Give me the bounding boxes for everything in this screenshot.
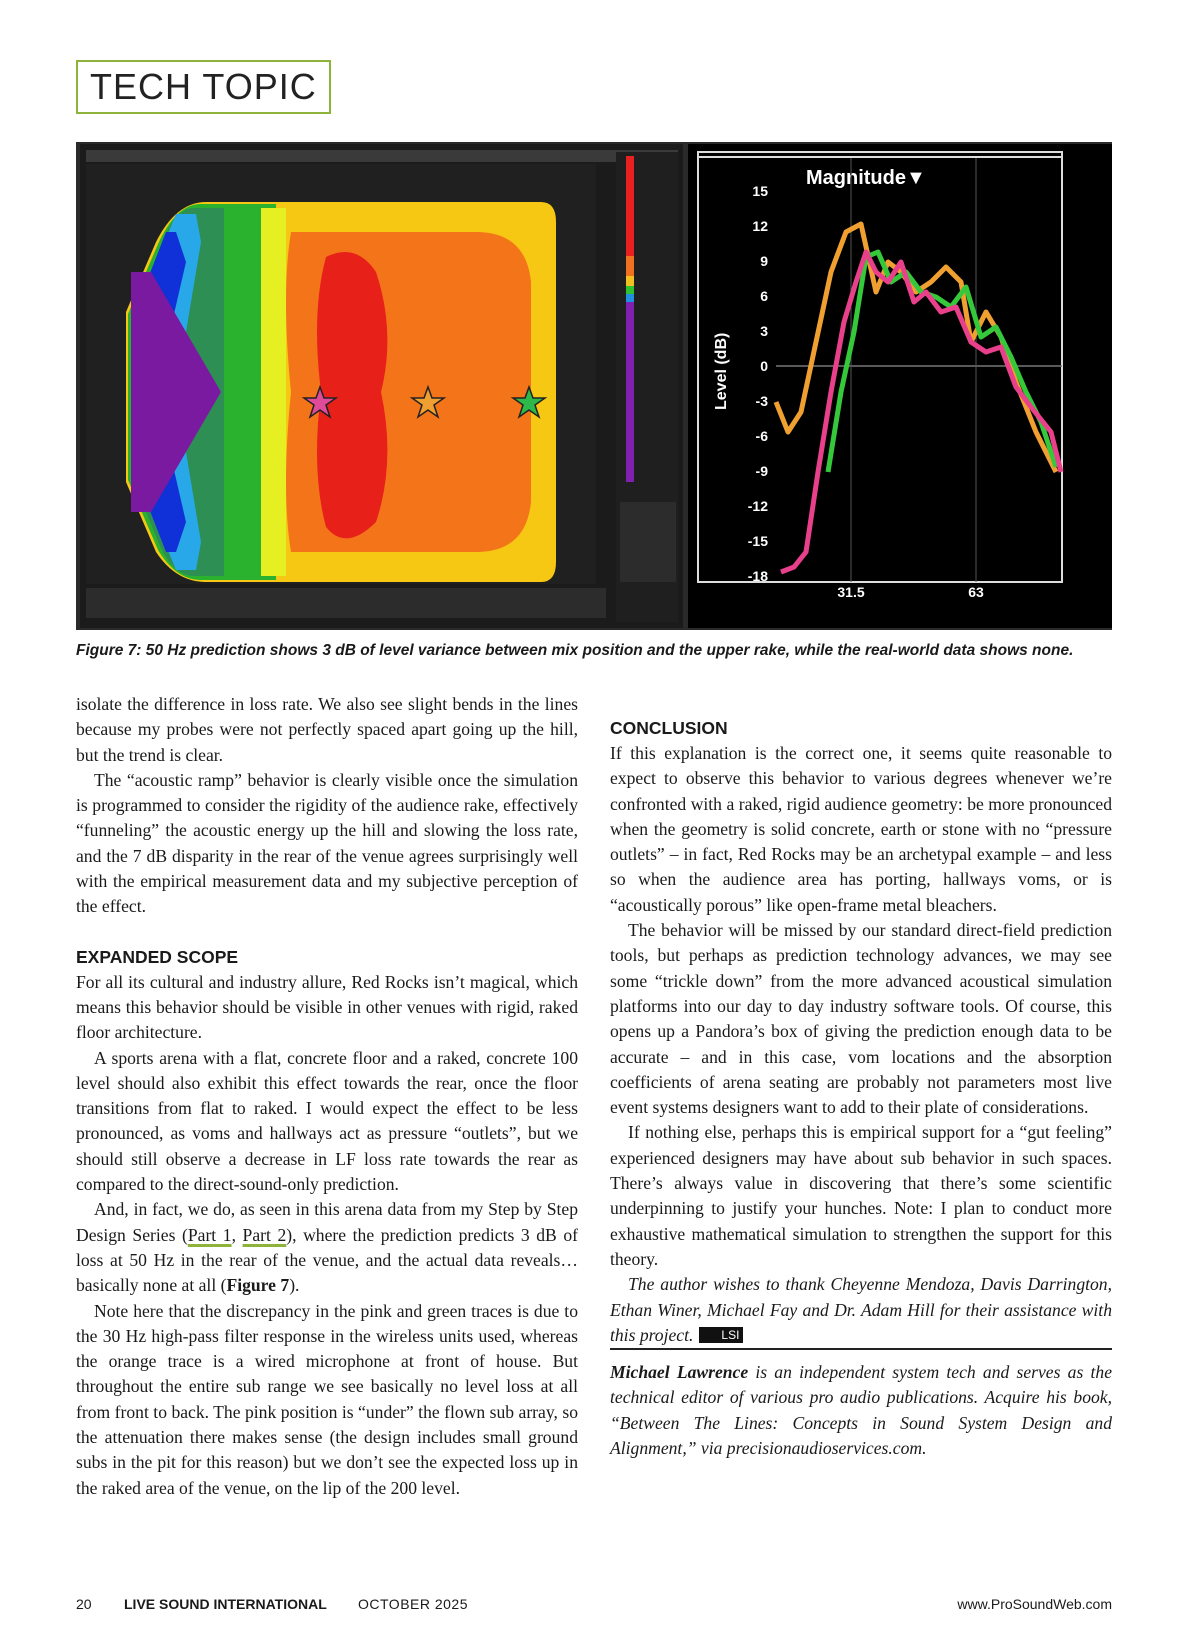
right-column — [610, 716, 1112, 1461]
paragraph: The behavior will be missed by our standard direct-field prediction tools, but perhaps as prediction technology advances, we may see some “trickle down” from the more advanced acoustical simulation platforms into our day to day industry software tools. Of course, this opens up a Pandora’s box of giving the prediction enough data to be accurate – and in this case, vom locations and the absorption coefficients of arena seating are probably not parameters most live event systems designers want to add to their plate of considerations. — [610, 920, 1112, 1118]
paragraph: Note here that the discrepancy in the pink and green traces is due to the 30 Hz high-pass filter response in the wireless units used, whereas the orange trace is a wired microphone at front of house. But throughout the entire sub range we see basically no level loss at all from front to back. The pink position is “under” the flown sub array, so the attenuation there makes sense (the design includes small ground subs in the pit for this reason) but we don’t see the expected loss up in the raked area of the venue, on the lip of the 200 level. — [76, 1300, 578, 1498]
lsi-end-badge: LSI — [699, 1327, 743, 1343]
author-bio: Michael Lawrence is an independent system tech and serves as the technical editor of various pro audio publications. Acquire his book, “Between The Lines: Concepts in Sound System Design and Alignment,” via precisionaudioservices.com. — [610, 1348, 1112, 1461]
figure-7 — [76, 142, 1112, 630]
paragraph: If this explanation is the correct one, it seems quite reasonable to expect to observe this behavior to various degrees whenever we’re confronted with a raked, rigid audience geometry: be more pronounced when the geometry is solid concrete, earth or stone with no “pressure outlets” – in fact, Red Rocks may be an archetypal example – and less so when the audience area has porting, hallways voms, or is “acoustically porous” like open-frame metal bleachers. — [610, 743, 1112, 915]
y-tick-label: 0 — [760, 358, 768, 374]
spl-map — [126, 202, 556, 582]
y-tick-label: 9 — [760, 253, 768, 269]
y-tick-label: 12 — [752, 218, 768, 234]
section-heading: EXPANDED SCOPE — [76, 946, 239, 967]
section-heading: CONCLUSION — [610, 718, 728, 738]
magnitude-label: Magnitude▼ — [806, 167, 926, 189]
acknowledgements: The author wishes to thank Cheyenne Mendoza, Davis Darrington, Ethan Winer, Michael Fay and Dr. Adam Hill for their assistance with this project. LSI — [610, 1274, 1112, 1345]
x-tick-label: 63 — [968, 584, 984, 600]
y-axis-label: Level (dB) — [713, 332, 730, 410]
paragraph: The “acoustic ramp” behavior is clearly visible once the simulation is programmed to consider the rigidity of the audience rake, effectively “funneling” the acoustic energy up the hill and slowing the loss rate, and the 7 dB disparity in the rear of the venue agrees surprisingly well with the empirical measurement data and my subjective perception of the effect. — [76, 769, 578, 917]
paragraph: isolate the difference in loss rate. We also see slight bends in the lines because my probes were not perfectly spaced apart going up the hill, but the trend is clear. — [76, 694, 578, 765]
y-tick-label: -12 — [747, 498, 768, 514]
y-tick-label: -9 — [755, 463, 768, 479]
figure-reference: Figure 7 — [226, 1275, 290, 1296]
y-tick-label: 3 — [760, 323, 768, 339]
left-column — [76, 692, 578, 1501]
y-tick-label: -6 — [755, 428, 768, 444]
x-tick-label: 31.5 — [837, 584, 865, 600]
part-1-link[interactable]: Part 1 — [187, 1224, 232, 1245]
issue-date: OCTOBER 2025 — [358, 1596, 469, 1612]
author-name: Michael Lawrence — [610, 1362, 749, 1383]
y-tick-label: 15 — [752, 183, 768, 199]
figure-caption: Figure 7: 50 Hz prediction shows 3 dB of level variance between mix position and the upper rake, while the real-world data shows none. — [76, 642, 1074, 659]
y-tick-label: -15 — [747, 533, 768, 549]
publication-name: LIVE SOUND INTERNATIONAL — [124, 1596, 327, 1612]
section-tag: TECH TOPIC — [76, 60, 331, 114]
paragraph: For all its cultural and industry allure, Red Rocks isn’t magical, which means this behavior should be visible in other venues with rigid, raked floor architecture. — [76, 971, 578, 1043]
part-2-link[interactable]: Part 2 — [242, 1224, 287, 1245]
paragraph: If nothing else, perhaps this is empirical support for a “gut feeling” experienced designers may have about sub behavior in such spaces. There’s always value in discovering that there’s some scientific underpinning to justify your hunches. Note: I plan to conduct more exhaustive mathematical simulation to strengthen the support for this theory. — [610, 1122, 1112, 1269]
y-tick-label: -3 — [755, 393, 768, 409]
page-number: 20 — [76, 1596, 92, 1612]
y-tick-label: -18 — [747, 568, 768, 584]
y-tick-label: 6 — [760, 288, 768, 304]
paragraph: And, in fact, we do, as seen in this arena data from my Step by Step Design Series (Part 1, Part 2), where the prediction predicts 3 dB of loss at 50 Hz in the rear of the venue, and the actual data reveals… basically none at all (Figure 7). — [76, 1199, 579, 1296]
paragraph: A sports arena with a flat, concrete floor and a raked, concrete 100 level should also exhibit this effect towards the rear, once the floor transitions from flat to raked. I would expect the effect to be less pronounced, as voms and hallways act as pressure “outlets”, but we should still observe a decrease in LF loss rate towards the rear as compared to the direct-sound-only prediction. — [76, 1047, 578, 1195]
figure-7-image — [76, 142, 1112, 630]
website-link[interactable]: www.ProSoundWeb.com — [957, 1596, 1112, 1612]
